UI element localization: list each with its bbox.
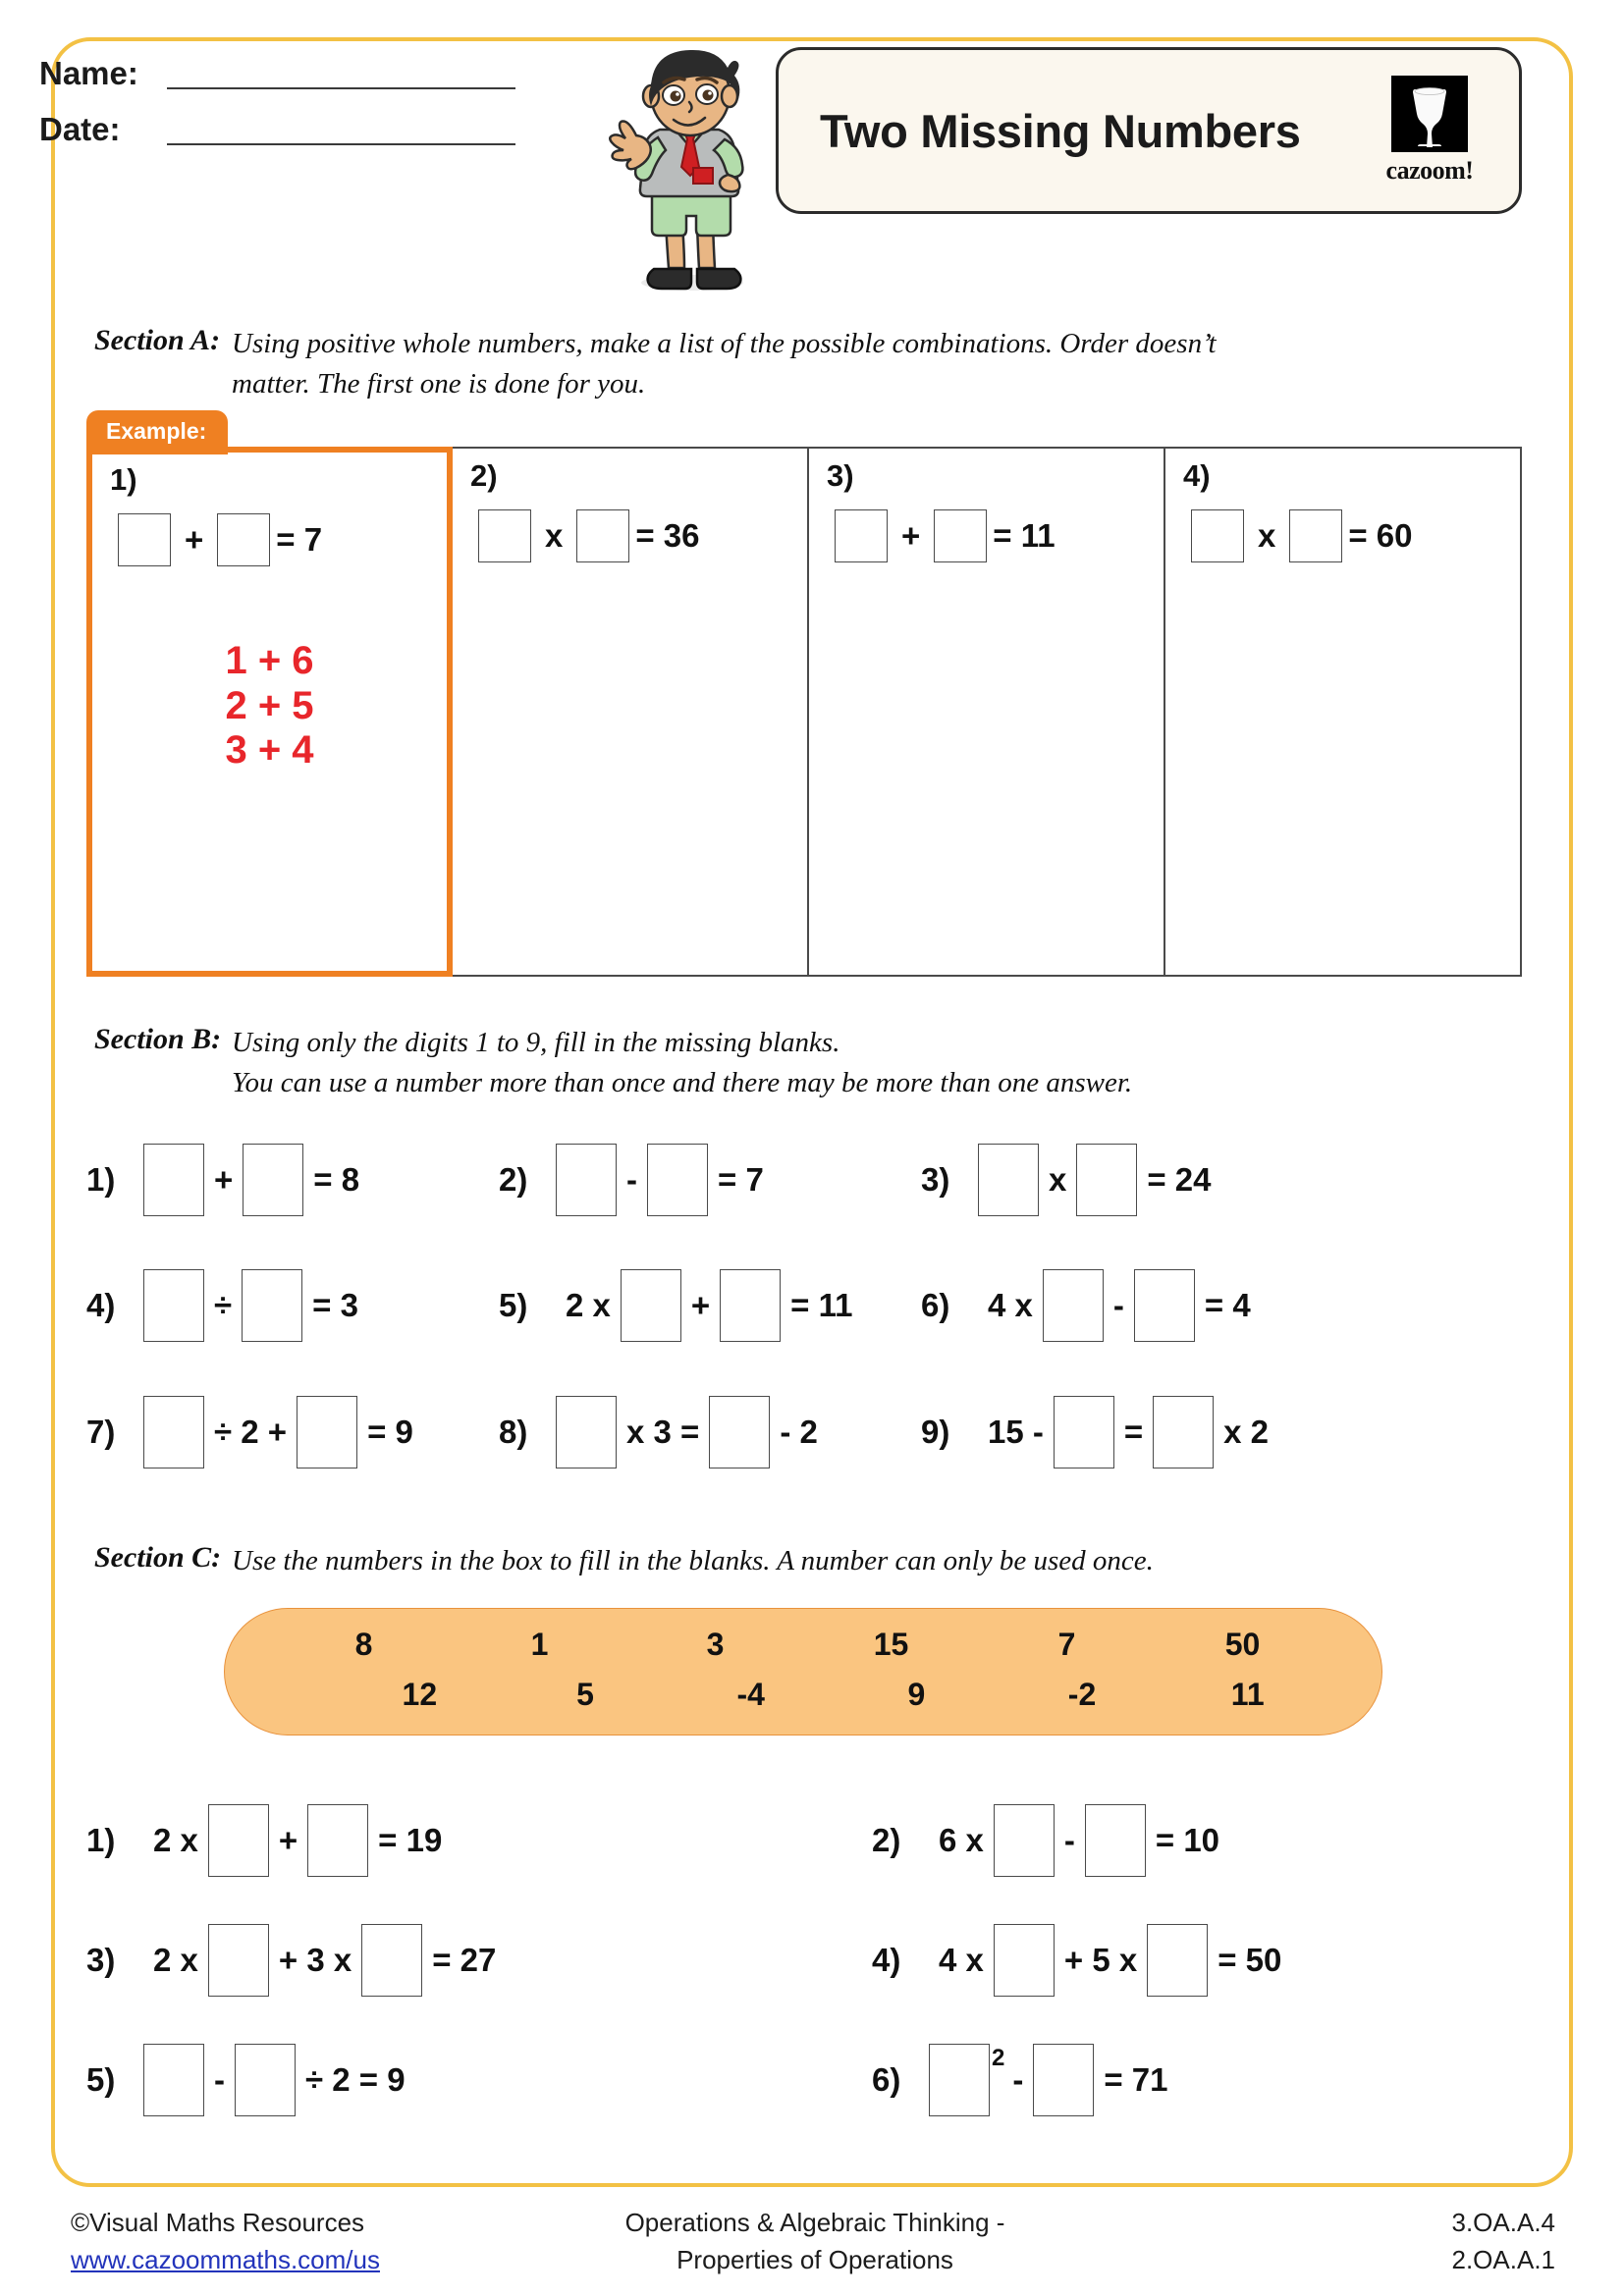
- answer-box[interactable]: [118, 513, 171, 566]
- section-a-instruction-line2: matter. The first one is done for you.: [232, 368, 646, 400]
- exponent: 2: [992, 2045, 1005, 2071]
- left-operand: 15 -: [988, 1414, 1044, 1450]
- section-a-label: Section A:: [94, 324, 221, 356]
- equation-result: = 24: [1147, 1161, 1212, 1198]
- question-number: 8): [499, 1414, 528, 1450]
- question-number: 7): [86, 1414, 116, 1450]
- website-link[interactable]: www.cazoommaths.com/us: [71, 2244, 380, 2274]
- answer-box[interactable]: [478, 509, 531, 562]
- section-b-row-3: [86, 1396, 1530, 1468]
- example-tab: Example:: [86, 410, 228, 454]
- example-answer: 1 + 6: [225, 639, 314, 682]
- bank-number: 15: [873, 1627, 909, 1662]
- answer-box[interactable]: [1134, 1269, 1195, 1342]
- bank-number: 9: [907, 1677, 926, 1712]
- footer-standard: [550, 2205, 1080, 2278]
- answer-box[interactable]: [556, 1144, 617, 1216]
- section-a-cell-3: [809, 449, 1165, 975]
- problem-c6: [872, 2044, 1178, 2116]
- title-card: [776, 47, 1522, 214]
- problem-b3: [921, 1144, 1221, 1216]
- problem-b2: [499, 1144, 921, 1216]
- bank-number: -2: [1067, 1677, 1097, 1712]
- question-number: 6): [921, 1287, 950, 1323]
- footer-left: [71, 2205, 380, 2278]
- standard-code-1: 3.OA.A.4: [1451, 2208, 1555, 2237]
- section-a-cell-4: [1165, 449, 1520, 975]
- date-row: [39, 113, 515, 145]
- bank-number: 11: [1230, 1677, 1265, 1712]
- example-answer: 2 + 5: [225, 683, 314, 727]
- section-c-row-3: [86, 2044, 1530, 2116]
- answer-box[interactable]: [934, 509, 987, 562]
- bank-number: -4: [736, 1677, 765, 1712]
- problem-b7: [86, 1396, 499, 1468]
- problem-b9: [921, 1396, 1278, 1468]
- question-number: 2): [499, 1161, 528, 1198]
- answer-box[interactable]: [208, 1804, 269, 1877]
- equation-result: = 8: [313, 1161, 360, 1198]
- section-c-heading: [94, 1541, 1508, 1581]
- section-a-instruction: [232, 324, 1217, 404]
- answer-box[interactable]: [143, 1396, 204, 1468]
- equation-result: ÷ 2 = 9: [305, 2061, 406, 2098]
- answer-box[interactable]: [647, 1144, 708, 1216]
- operator: x 3 =: [626, 1414, 700, 1450]
- example-answers: [92, 639, 447, 774]
- equation: [835, 509, 1056, 562]
- operator: -: [1012, 2061, 1024, 2098]
- operator: +: [901, 517, 921, 554]
- equation-result: - 2: [780, 1414, 818, 1450]
- problem-c4: [872, 1924, 1291, 1997]
- left-operand: 4 x: [939, 1942, 984, 1978]
- operator: +: [690, 1287, 711, 1323]
- operator: -: [214, 2061, 225, 2098]
- answer-box[interactable]: [243, 1144, 303, 1216]
- answer-box[interactable]: [217, 513, 270, 566]
- drum-icon: [1391, 76, 1468, 152]
- bank-number: 8: [354, 1627, 373, 1662]
- section-c-instruction: Use the numbers in the box to fill in the blanks. A number can only be used once.: [232, 1545, 1154, 1576]
- answer-box[interactable]: [720, 1269, 781, 1342]
- section-a-grid: [86, 447, 1522, 977]
- page-title: Two Missing Numbers: [820, 104, 1301, 157]
- equation-result: = 19: [378, 1822, 443, 1858]
- problem-c3: [86, 1924, 872, 1997]
- answer-box[interactable]: [208, 1924, 269, 1997]
- question-number: 1): [86, 1822, 116, 1858]
- question-number: 3): [86, 1942, 116, 1978]
- question-number: 4): [1183, 458, 1211, 493]
- question-number: 1): [110, 462, 137, 497]
- left-operand: 6 x: [939, 1822, 984, 1858]
- section-a-cell-2: [453, 449, 809, 975]
- bank-number: 5: [576, 1677, 594, 1712]
- equation-result: = 36: [635, 517, 700, 554]
- name-date-block: [39, 57, 515, 169]
- answer-box[interactable]: [1043, 1269, 1104, 1342]
- left-operand: 2 x: [153, 1942, 198, 1978]
- question-number: 2): [470, 458, 498, 493]
- problem-b5: [499, 1269, 921, 1342]
- problem-b1: [86, 1144, 499, 1216]
- bank-number: 7: [1057, 1627, 1076, 1662]
- date-label: Date:: [39, 111, 121, 147]
- equation-result: = 4: [1204, 1287, 1251, 1323]
- standard-line2: Properties of Operations: [677, 2244, 953, 2274]
- number-bank: [224, 1608, 1382, 1735]
- operator: -: [1063, 1822, 1075, 1858]
- answer-box[interactable]: [242, 1269, 302, 1342]
- problem-c1: [86, 1804, 872, 1877]
- equation-result: = 11: [993, 517, 1056, 554]
- equation-result: x 2: [1223, 1414, 1270, 1450]
- operator: + 3 x: [278, 1942, 352, 1978]
- section-c-row-2: [86, 1924, 1530, 1997]
- answer-box[interactable]: [929, 2044, 990, 2116]
- cazoom-logo: [1376, 76, 1484, 186]
- section-b-instruction: [232, 1023, 1132, 1103]
- equation-result: = 3: [312, 1287, 358, 1323]
- section-b-instruction-line2: You can use a number more than once and there may be more than one answer.: [232, 1067, 1133, 1099]
- question-number: 3): [921, 1161, 950, 1198]
- section-b-row-2: [86, 1269, 1530, 1342]
- footer-codes: [1452, 2205, 1556, 2278]
- answer-box[interactable]: [1191, 509, 1244, 562]
- answer-box[interactable]: [556, 1396, 617, 1468]
- bank-number: 50: [1224, 1627, 1261, 1662]
- question-number: 5): [86, 2061, 116, 2098]
- question-number: 5): [499, 1287, 528, 1323]
- question-number: 3): [827, 458, 854, 493]
- equation: [1191, 509, 1413, 562]
- equation-result: = 50: [1218, 1942, 1282, 1978]
- operator: ÷: [214, 1287, 233, 1323]
- bank-number: 3: [706, 1627, 725, 1662]
- operator: x: [1049, 1161, 1067, 1198]
- answer-box[interactable]: [1153, 1396, 1214, 1468]
- operator: x: [1258, 517, 1276, 554]
- number-bank-row-1: [276, 1627, 1330, 1663]
- standard-line1: Operations & Algebraic Thinking -: [624, 2208, 1005, 2237]
- answer-box[interactable]: [1289, 509, 1342, 562]
- answer-box[interactable]: [143, 2044, 204, 2116]
- name-input-line[interactable]: [167, 58, 515, 89]
- answer-box[interactable]: [576, 509, 629, 562]
- left-operand: 4 x: [988, 1287, 1033, 1323]
- equation-result: = 9: [367, 1414, 413, 1450]
- answer-box[interactable]: [978, 1144, 1039, 1216]
- number-bank-row-2: [276, 1677, 1330, 1713]
- operator: x: [545, 517, 564, 554]
- section-a-instruction-line1: Using positive whole numbers, make a list of the possible combinations. Order doesn’t: [232, 328, 1217, 359]
- example-answer: 3 + 4: [225, 728, 314, 773]
- left-operand: 2 x: [153, 1822, 198, 1858]
- section-b-row-1: [86, 1144, 1530, 1216]
- answer-box[interactable]: [361, 1924, 422, 1997]
- worksheet-header: [0, 0, 1624, 265]
- equation-result: = 60: [1348, 517, 1413, 554]
- section-b-instruction-line1: Using only the digits 1 to 9, fill in the missing blanks.: [232, 1027, 840, 1058]
- section-c-row-1: [86, 1804, 1530, 1877]
- operator: +: [185, 521, 204, 558]
- name-row: [39, 57, 515, 89]
- equation-result: = 10: [1155, 1822, 1220, 1858]
- operator: ÷ 2 +: [214, 1414, 288, 1450]
- answer-box[interactable]: [1033, 2044, 1094, 2116]
- student-mascot-illustration: [599, 39, 781, 294]
- section-a-heading: [94, 324, 1508, 404]
- answer-box[interactable]: [1085, 1804, 1146, 1877]
- copyright-text: ©Visual Maths Resources: [71, 2208, 365, 2237]
- problem-c2: [872, 1804, 1229, 1877]
- equation: [478, 509, 700, 562]
- problem-b6: [921, 1269, 1261, 1342]
- answer-box[interactable]: [143, 1144, 204, 1216]
- equation: [118, 513, 322, 566]
- answer-box[interactable]: [835, 509, 888, 562]
- answer-box[interactable]: [994, 1924, 1055, 1997]
- operator: -: [626, 1161, 637, 1198]
- answer-box[interactable]: [297, 1396, 357, 1468]
- question-number: 9): [921, 1414, 950, 1450]
- equation-result: = 7: [718, 1161, 764, 1198]
- operator: +: [214, 1161, 234, 1198]
- answer-box[interactable]: [143, 1269, 204, 1342]
- question-number: 4): [872, 1942, 901, 1978]
- answer-box[interactable]: [307, 1804, 368, 1877]
- operator: +: [278, 1822, 298, 1858]
- operator: -: [1112, 1287, 1124, 1323]
- standard-code-2: 2.OA.A.1: [1451, 2244, 1555, 2274]
- answer-box[interactable]: [621, 1269, 681, 1342]
- question-number: 2): [872, 1822, 901, 1858]
- equation-result: = 11: [790, 1287, 853, 1323]
- answer-box[interactable]: [1076, 1144, 1137, 1216]
- date-input-line[interactable]: [167, 114, 515, 145]
- equation-result: = 7: [276, 521, 323, 558]
- question-number: 1): [86, 1161, 116, 1198]
- section-b-label: Section B:: [94, 1023, 222, 1055]
- answer-box[interactable]: [1054, 1396, 1114, 1468]
- equation-result: = 27: [432, 1942, 497, 1978]
- section-b-heading: [94, 1023, 1508, 1103]
- section-c-label: Section C:: [94, 1541, 222, 1574]
- section-a-cell-1: [86, 447, 453, 977]
- operator: + 5 x: [1063, 1942, 1138, 1978]
- bank-number: 1: [530, 1627, 549, 1662]
- problem-b4: [86, 1269, 499, 1342]
- name-label: Name:: [39, 55, 138, 91]
- answer-box[interactable]: [709, 1396, 770, 1468]
- equation-result: = 71: [1104, 2061, 1168, 2098]
- answer-box[interactable]: [1147, 1924, 1208, 1997]
- bank-number: 12: [402, 1677, 438, 1712]
- problem-b8: [499, 1396, 921, 1468]
- cazoom-wordmark: cazoom!: [1385, 156, 1474, 185]
- question-number: 6): [872, 2061, 901, 2098]
- left-operand: 2 x: [566, 1287, 611, 1323]
- answer-box[interactable]: [235, 2044, 296, 2116]
- question-number: 4): [86, 1287, 116, 1323]
- operator: =: [1123, 1414, 1144, 1450]
- problem-c5: [86, 2044, 872, 2116]
- answer-box[interactable]: [994, 1804, 1055, 1877]
